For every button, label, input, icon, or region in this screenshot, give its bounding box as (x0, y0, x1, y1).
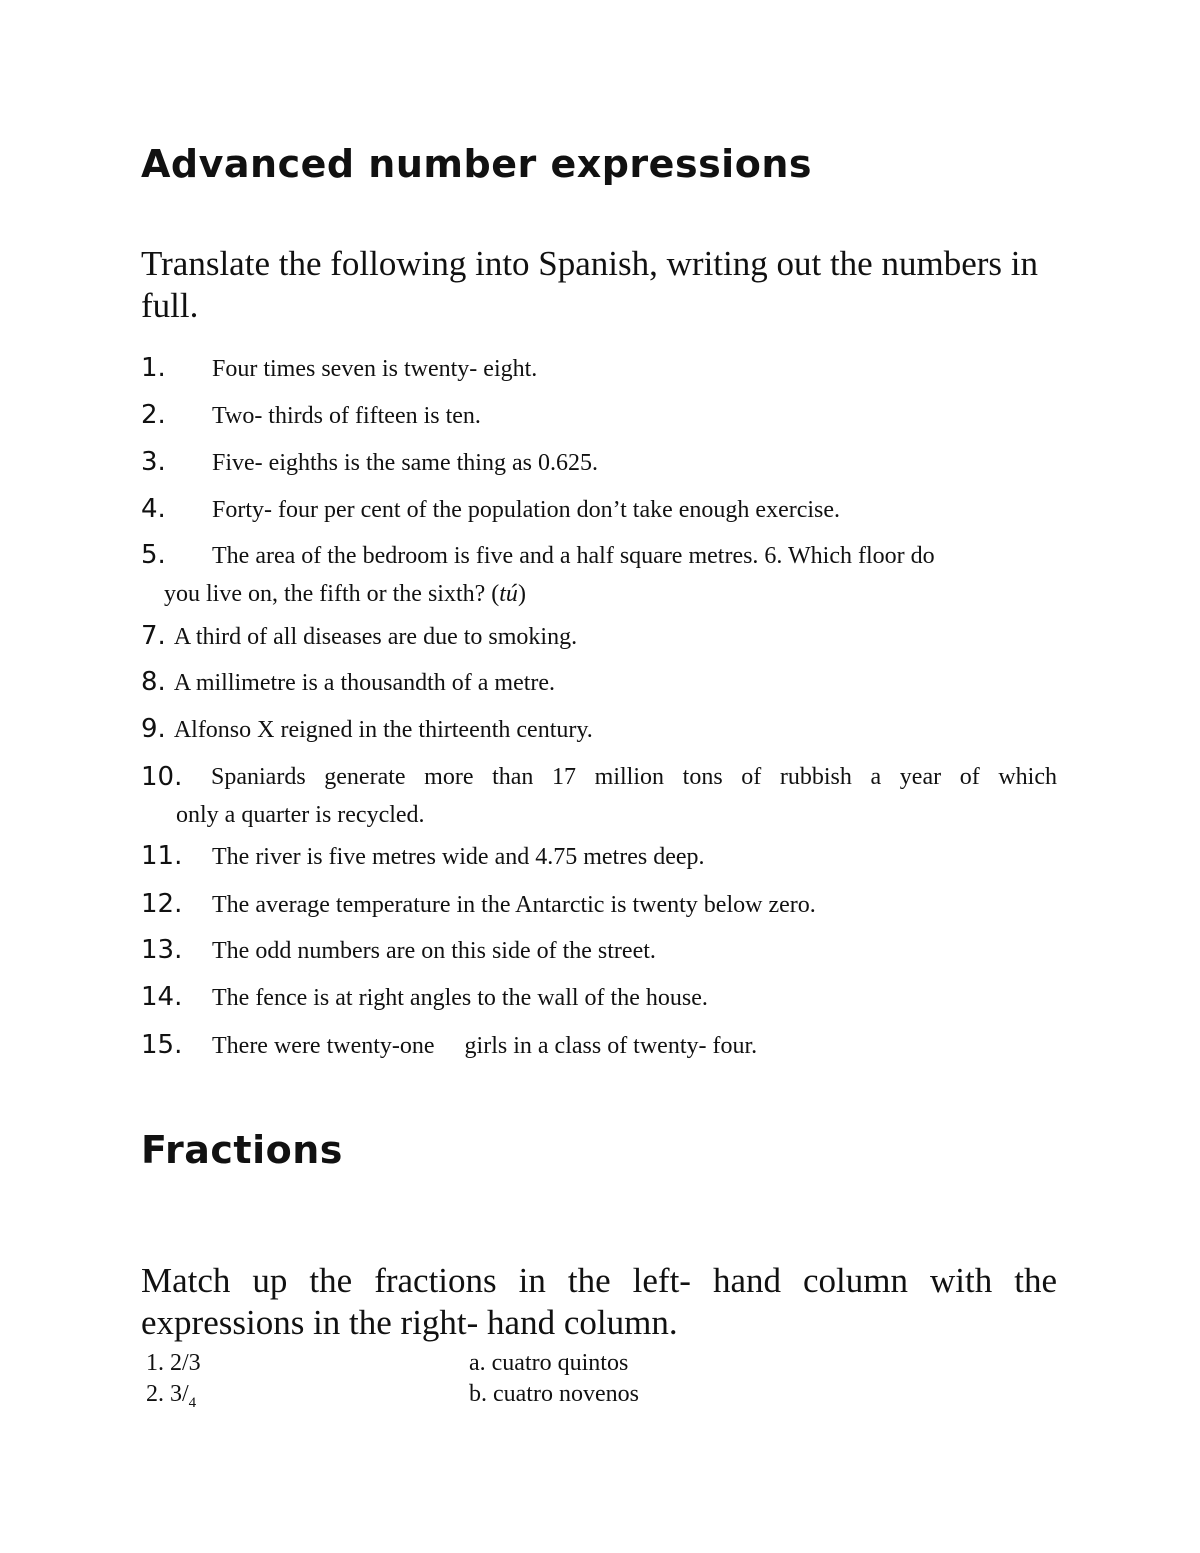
list-item (141, 443, 1061, 482)
list-item (141, 978, 1061, 1017)
item-number: 10. (141, 762, 183, 792)
item-number: 11. (141, 841, 183, 871)
item-text-cont-end: ) (517, 581, 526, 607)
item-text: The area of the bedroom is five and a half square metres. 6. Which floor do (212, 543, 935, 569)
list-item (141, 617, 1061, 656)
item-text-cont: you live on, the fifth or the sixth? ( (164, 581, 500, 607)
item-text: Five- eighths is the same thing as 0.625. (212, 450, 598, 476)
item-text-italic: tú (499, 581, 518, 607)
item-text: The fence is at right angles to the wall of the house. (212, 985, 708, 1011)
item-number: 1. (141, 353, 166, 383)
item-text: A third of all diseases are due to smoking. (173, 624, 578, 650)
item-number: 15. (141, 1030, 183, 1060)
list-item (141, 885, 1061, 924)
item-text: The average temperature in the Antarctic is twenty below zero. (212, 892, 816, 918)
fraction-right-item: a. cuatro quintos (469, 1350, 629, 1376)
list-item (141, 1026, 1061, 1065)
item-number: 14. (141, 982, 183, 1012)
item-text: Forty- four per cent of the population don’t take enough exercise. (212, 497, 841, 523)
list-item (141, 931, 1061, 970)
item-text: Alfonso X reigned in the thirteenth century. (173, 717, 593, 743)
item-text: Four times seven is twenty- eight. (212, 356, 538, 382)
item-number: 12. (141, 889, 183, 919)
list-item (141, 349, 1061, 388)
item-number: 2. (141, 400, 166, 430)
item-text: There were twenty-one girls in a class of twenty- four. (212, 1033, 758, 1059)
item-text: Two- thirds of fifteen is ten. (212, 403, 481, 429)
item-number: 3. (141, 447, 166, 477)
item-number: 13. (141, 935, 183, 965)
list-item (141, 396, 1061, 435)
fraction-right-item: b. cuatro novenos (469, 1381, 639, 1407)
section-heading-fractions: Fractions (141, 1128, 343, 1172)
list-item (141, 663, 1061, 702)
fraction-left-item: 1. 2/3 (146, 1350, 201, 1376)
fraction-subscript: 4 (188, 1394, 197, 1411)
item-text: The river is five metres wide and 4.75 metres deep. (212, 844, 705, 870)
list-item (141, 710, 1061, 749)
item-number: 4. (141, 494, 166, 524)
item-text: Spaniards generate more than 17 million tons of rubbish a year of which (211, 764, 1057, 790)
item-number: 5. (141, 540, 166, 570)
instruction-match: Match up the fractions in the left- hand column with the expressions in the right- hand column. (141, 1261, 1057, 1342)
item-text: The odd numbers are on this side of the street. (212, 938, 656, 964)
fraction-left-label: 2. 3/ (146, 1381, 189, 1407)
fraction-left-item (146, 1378, 196, 1419)
item-text-cont: only a quarter is recycled. (176, 802, 425, 828)
item-text: A millimetre is a thousandth of a metre. (173, 670, 556, 696)
list-item-continuation (164, 575, 526, 613)
item-number: 9. (141, 714, 166, 744)
item-number: 8. (141, 667, 166, 697)
item-number: 7. (141, 621, 166, 651)
list-item (141, 837, 1061, 876)
list-item (141, 490, 1061, 529)
list-item (141, 536, 1061, 575)
section-heading-advanced: Advanced number expressions (141, 142, 812, 186)
instruction-translate: Translate the following into Spanish, writing out the numbers in full. (141, 244, 1038, 325)
